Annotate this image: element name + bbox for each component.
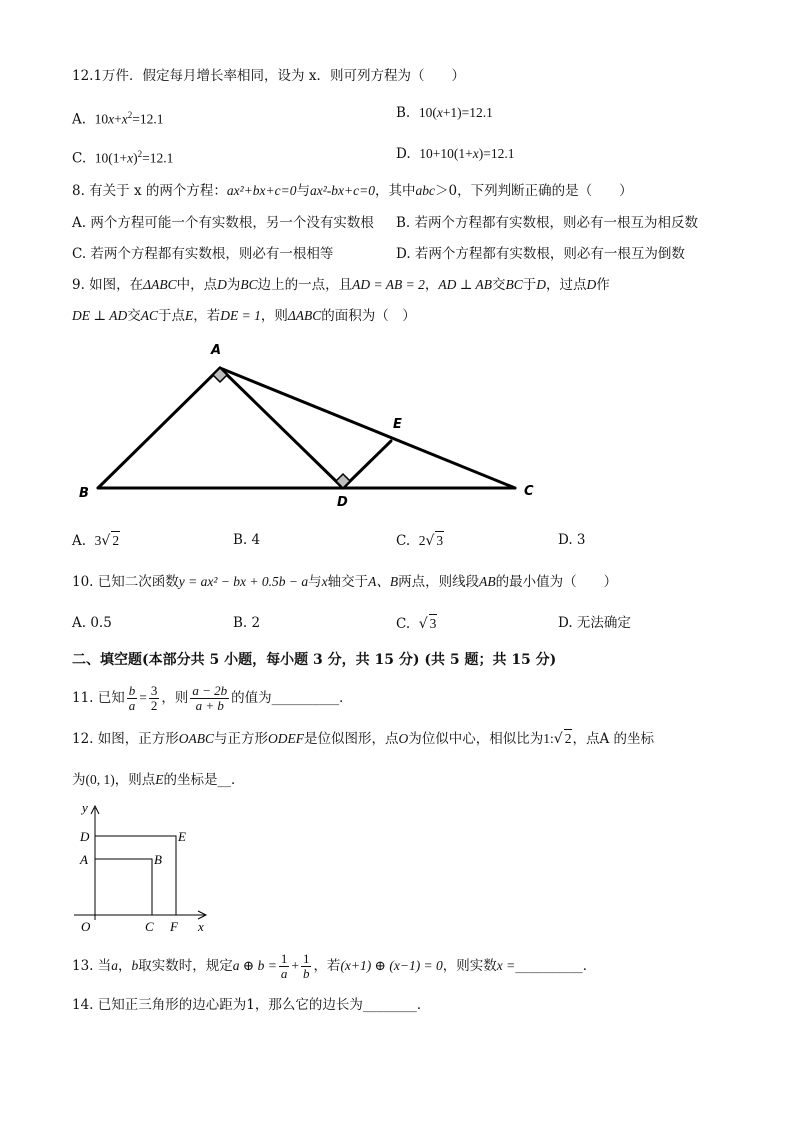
point-label-f: F: [170, 919, 178, 934]
q8-option-b: B. 若两个方程都有实数根，则必有一根互为相反数: [396, 215, 699, 231]
label-e: E: [393, 417, 402, 432]
segment-ab: [98, 368, 220, 488]
label-d: D: [337, 495, 348, 510]
point-label-o: O: [81, 919, 91, 934]
q10-option-a: A. 0.5: [72, 615, 112, 631]
q7-stem: 12.1万件．假定每月增长率相同，设为 x．则可列方程为（ ）: [72, 68, 465, 84]
segment-ac: [220, 368, 515, 488]
q12-coordinate-figure: [70, 798, 220, 938]
point-label-b: B: [154, 852, 162, 867]
right-angle-mark-d: [336, 474, 350, 488]
q9-option-c: C. 2√ 3: [396, 533, 444, 549]
q8-option-a: A. 两个方程可能一个有实数根，另一个没有实数根: [72, 215, 374, 231]
q12-line1: 12. 如图，正方形OABC与正方形ODEF是位似图形，点O为位似中心，相似比为1:√ 2，点A 的坐标: [72, 731, 654, 747]
q8-option-d: D. 若两个方程都有实数根，则必有一根互为倒数: [396, 246, 685, 262]
q9-stem-line1: 9. 如图，在ΔABC中，点D为BC边上的一点，且AD = AB = 2，AD ⊥ AB交BC于D，过点D作: [72, 277, 610, 293]
point-label-a: A: [80, 852, 88, 867]
q8-stem: 8. 有关于 x 的两个方程：ax²+bx+c=0与ax²-bx+c=0，其中abc＞0，下列判断正确的是（ ）: [72, 183, 633, 199]
q7-option-d: D. 10+10(1+x)=12.1: [396, 146, 515, 162]
label-c: C: [524, 484, 534, 499]
axis-label-x: x: [198, 919, 204, 934]
q7-option-c: C. $10(1+x)^2=12.1$: [72, 149, 174, 167]
point-label-c: C: [145, 919, 154, 934]
label-b: B: [79, 486, 89, 501]
q8-option-c: C. 若两个方程都有实数根，则必有一根相等: [72, 246, 334, 262]
q10-stem: 10. 已知二次函数y = ax² − bx + 0.5b − a与x轴交于A、B两点，则线段AB的最小值为（ ）: [72, 574, 618, 590]
q9-option-b: B. 4: [233, 532, 261, 548]
q9-stem-line2: DE ⊥ AD交AC于点E，若DE = 1，则ΔABC的面积为（ ）: [72, 308, 416, 324]
square-odef: [95, 836, 176, 915]
square-oabc: [95, 859, 152, 915]
segment-ad: [220, 368, 343, 488]
section-title: 二、填空题(本部分共 5 小题，每小题 3 分，共 15 分) (共 5 题；共 15 分): [72, 652, 557, 668]
label-a: A: [211, 343, 222, 358]
q9-option-a: A. 3√ 2: [72, 533, 120, 549]
q10-option-c: C. √ 3: [396, 616, 437, 632]
q14: 14. 已知正三角形的边心距为1，那么它的边长为________．: [72, 997, 431, 1013]
point-label-d: D: [80, 829, 90, 844]
q7-option-a: A. $10x+x^2=12.1$: [72, 110, 164, 128]
q12-line2: 为(0, 1)，则点E的坐标是__．: [72, 772, 245, 788]
q13: 13. 当a，b取实数时，规定a ⊕ b = $\frac{1}{a}$ + $\frac{1}{b}$ ，若(x+1) ⊕ (x−1) = 0，则实数x =__________．: [72, 951, 597, 981]
q9-option-d: D. 3: [558, 532, 586, 548]
q7-option-b: B. 10(x+1)=12.1: [396, 105, 493, 121]
q10-option-b: B. 2: [233, 615, 261, 631]
q10-option-d: D. 无法确定: [558, 615, 631, 631]
point-label-e: E: [178, 829, 186, 844]
axis-label-y: y: [82, 800, 88, 815]
q11: 11. 已知 $\frac{b}{a}$ = $\frac{3}{2}$ ，则 $\frac{a - 2b}{a + b}$ 的值为__________．: [72, 683, 353, 713]
q9-triangle-figure: [70, 335, 550, 515]
